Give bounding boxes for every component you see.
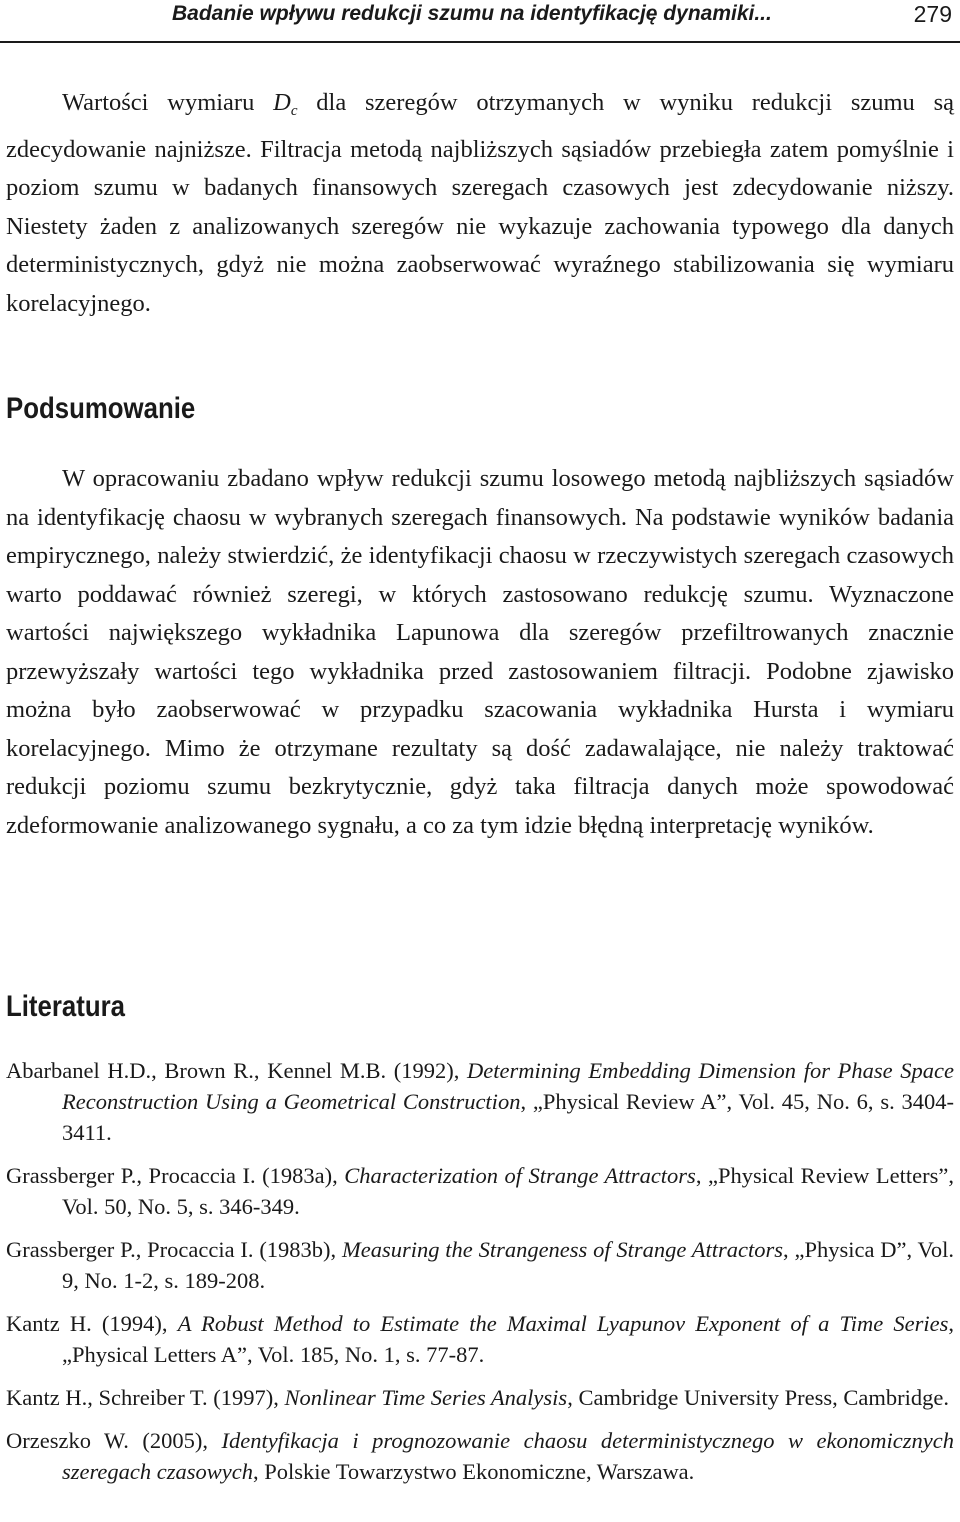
heading-references: Literatura [6,990,126,1023]
reference-title: Measuring the Strangeness of Strange Attractors [341,1237,784,1262]
reference-title: Nonlinear Time Series Analysis [284,1385,568,1410]
symbol-d: D [273,89,291,116]
reference-authors: Grassberger P., Procaccia I. (1983b), [6,1237,342,1262]
reference-source: , Polskie Towarzystwo Ekonomiczne, Warszawa. [253,1459,695,1484]
reference-item [6,1382,954,1413]
reference-source: , Cambridge University Press, Cambridge. [567,1385,950,1410]
paragraph-text-rest: dla szeregów otrzymanych w wyniku redukcji szumu są zdecydowanie najniższe. Filtracja metodą najbliższych sąsiadów przebiegła zatem pomyślnie i poziom szumu w badanych finansowych szeregach czasowych jest zdecydowanie niższy. Niestety żaden z analizowanych szeregów nie wykazuje zachowania typowego dla danych deterministycznych, gdyż nie można zaobserwować wyraźnego stabilizowania się wymiaru korelacyjnego. [6,89,954,317]
reference-item [6,1425,954,1487]
reference-authors: Grassberger P., Procaccia I. (1983a), [6,1163,345,1188]
running-title: Badanie wpływu redukcji szumu na identyfikację dynamiki... [172,2,772,25]
reference-source: , „Physical Review A”, Vol. 45, No. 6, s. 3404-3411. [62,1089,955,1145]
paragraph-text-start: Wartości wymiaru [62,89,274,116]
reference-source: , „Physical Review Letters”, Vol. 50, No. 5, s. 346-349. [62,1163,954,1219]
reference-list [6,1055,954,1499]
reference-authors: Kantz H., Schreiber T. (1997), [6,1385,285,1410]
paragraph-summary [6,460,954,845]
heading-summary: Podsumowanie [6,392,196,425]
summary-text: W opracowaniu zbadano wpływ redukcji szumu losowego metodą najbliższych sąsiadów na identyfikację chaosu w wybranych szeregach finansowych. Na podstawie wyników badania empirycznego, należy stwierdzić, że identyfikacji chaosu w rzeczywistych szeregach czasowych warto poddawać również szeregi, w których zastosowano redukcję szumu. Wyznaczone wartości największego wykładnika Lapunowa dla szeregów przefiltrowanych znacznie przewyższały wartości tego wykładnika przed zastosowaniem filtracji. Podobne zjawisko można było zaobserwować w przypadku szacowania wykładnika Hursta i wymiaru korelacyjnego. Mimo że otrzymane rezultaty są dość zadawalające, nie należy traktować redukcji poziomu szumu bezkrytycznie, gdyż taka filtracja danych może spowodować zdeformowanie analizowanego sygnału, a co za tym idzie błędną interpretację wyników. [6,465,954,839]
page-header [0,0,960,44]
reference-authors: Abarbanel H.D., Brown R., Kennel M.B. (1992), [6,1058,468,1083]
reference-item [6,1055,954,1148]
reference-source: , „Physica D”, Vol. 9, No. 1-2, s. 189-208. [62,1237,954,1293]
reference-authors: Orzeszko W. (2005), [6,1428,222,1453]
reference-authors: Kantz H. (1994), [6,1311,178,1336]
symbol-subscript: c [290,103,298,119]
page-number: 279 [913,1,952,27]
reference-title: Characterization of Strange Attractors [344,1163,696,1188]
reference-title: Determining Embedding Dimension for Phase Space Reconstruction Using a Geometrical Construction [62,1058,954,1114]
reference-item [6,1308,954,1370]
reference-item [6,1160,954,1222]
reference-title: A Robust Method to Estimate the Maximal Lyapunov Exponent of a Time Series [177,1311,949,1336]
reference-title: Identyfikacja i prognozowanie chaosu deterministycznego w ekonomicznych szeregach czasowych [62,1428,954,1484]
reference-source: , „Physical Letters A”, Vol. 185, No. 1, s. 77-87. [62,1311,954,1367]
paragraph-dimension-results [6,84,954,323]
header-rule [0,41,960,43]
reference-item [6,1234,954,1296]
